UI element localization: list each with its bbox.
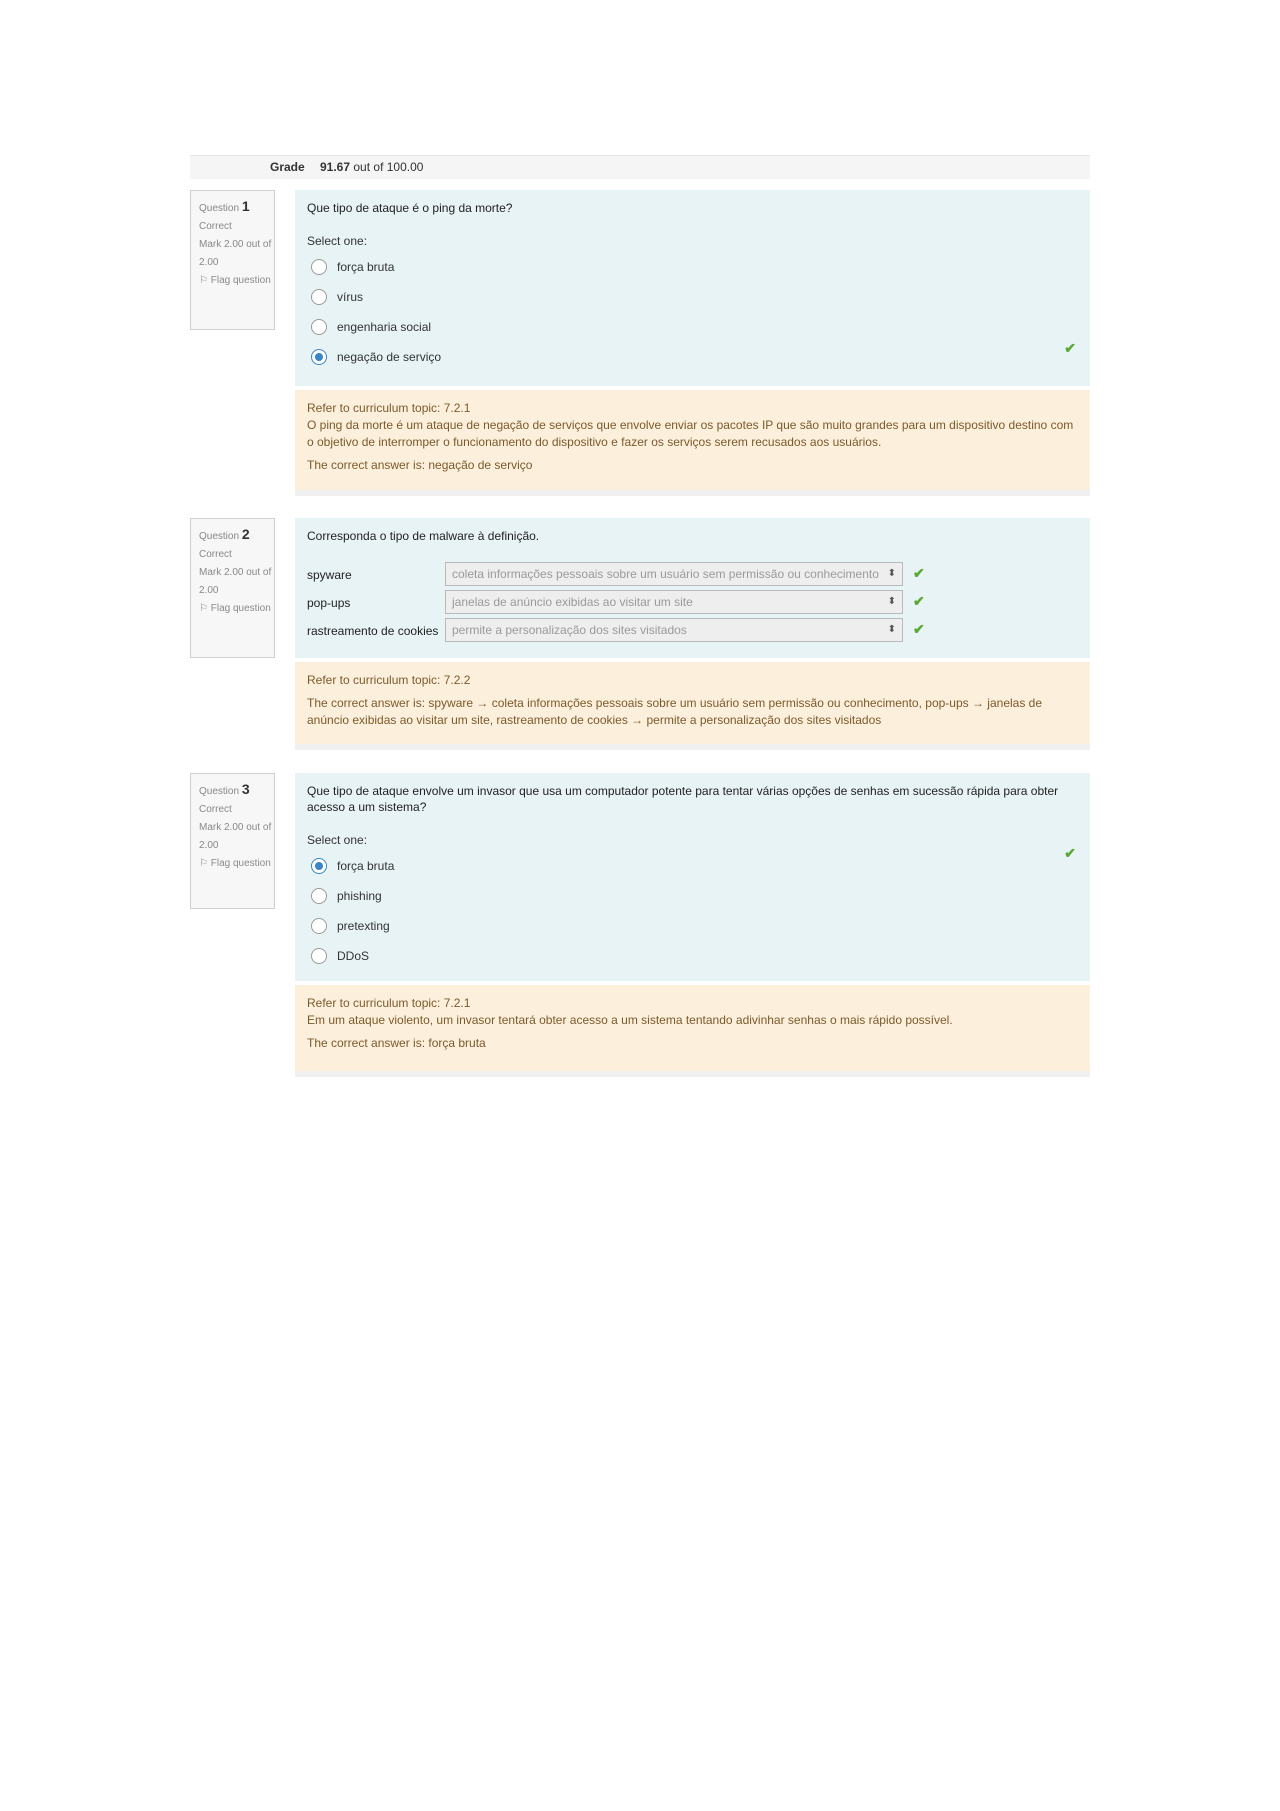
question-2-feedback — [295, 662, 1090, 750]
question-2-info: Question 2 Correct Mark 2.00 out of 2.00 ⚐ Flag question — [190, 518, 275, 658]
feedback-topic: Refer to curriculum topic: 7.2.1 — [307, 401, 471, 415]
radio-button[interactable] — [311, 948, 327, 964]
select-one-label: Select one: — [307, 833, 368, 847]
radio-button[interactable] — [311, 259, 327, 275]
answer-option[interactable]: phishing — [307, 881, 1078, 911]
flag-question-link[interactable]: ⚐ Flag question — [199, 603, 271, 614]
select-arrow-icon: ⬍ — [887, 624, 896, 635]
question-mark: Mark 2.00 out of 2.00 — [199, 567, 272, 596]
answer-option[interactable]: DDoS — [307, 941, 1078, 971]
feedback-topic: Refer to curriculum topic: 7.2.1 — [307, 996, 471, 1010]
flag-question-link[interactable]: ⚐ Flag question — [199, 275, 271, 286]
question-number: 1 — [241, 198, 250, 214]
question-1-info: Question 1 Correct Mark 2.00 out of 2.00 ⚐ Flag question — [190, 190, 275, 330]
feedback-correct-answer: The correct answer is: negação de serviço — [307, 458, 533, 472]
question-3-content — [295, 773, 1090, 981]
radio-button-checked[interactable] — [311, 349, 327, 365]
question-status: Correct — [199, 804, 232, 815]
question-number: 3 — [241, 781, 250, 797]
flag-icon: ⚐ — [199, 275, 208, 286]
correct-check-icon: ✔ — [1064, 845, 1076, 861]
question-text: Corresponda o tipo de malware à definição. — [307, 529, 540, 543]
answer-option-selected[interactable]: força bruta — [307, 851, 1078, 881]
answer-option[interactable]: vírus — [307, 282, 1078, 312]
answer-option[interactable]: pretexting — [307, 911, 1078, 941]
question-mark: Mark 2.00 out of 2.00 — [199, 822, 272, 851]
feedback-correct-answer: The correct answer is: spyware → coleta informações pessoais sobre um usuário sem permissão ou conhecimento, pop-ups → janelas de anúncio exibidas ao visitar um site, rastreamento de cookies → permite a personalização dos sites visitados — [307, 696, 1043, 727]
question-1-content — [295, 190, 1090, 386]
correct-check-icon: ✔ — [913, 593, 925, 609]
radio-button[interactable] — [311, 918, 327, 934]
question-text: Que tipo de ataque é o ping da morte? — [307, 201, 513, 215]
answer-option[interactable]: engenharia social — [307, 312, 1078, 342]
match-label: rastreamento de cookies — [307, 624, 439, 638]
question-status: Correct — [199, 221, 232, 232]
match-select[interactable]: coleta informações pessoais sobre um usuário sem permissão ou conhecimento ⬍ — [445, 562, 903, 586]
question-3-feedback — [295, 985, 1090, 1077]
radio-button[interactable] — [311, 289, 327, 305]
match-row — [307, 562, 1078, 590]
answer-option-selected[interactable]: negação de serviço — [307, 342, 1078, 372]
question-3-info: Question 3 Correct Mark 2.00 out of 2.00 ⚐ Flag question — [190, 773, 275, 909]
question-number: 2 — [241, 526, 250, 542]
match-label: pop-ups — [307, 596, 351, 610]
match-select[interactable]: janelas de anúncio exibidas ao visitar um site ⬍ — [445, 590, 903, 614]
grade-label: Grade — [270, 160, 305, 174]
flag-icon: ⚐ — [199, 603, 208, 614]
radio-button[interactable] — [311, 888, 327, 904]
answer-option[interactable]: força bruta — [307, 252, 1078, 282]
feedback-topic: Refer to curriculum topic: 7.2.2 — [307, 673, 471, 687]
match-label: spyware — [307, 568, 352, 582]
correct-check-icon: ✔ — [1064, 340, 1076, 356]
match-row — [307, 618, 1078, 646]
flag-question-link[interactable]: ⚐ Flag question — [199, 858, 271, 869]
match-select[interactable]: permite a personalização dos sites visitados ⬍ — [445, 618, 903, 642]
select-arrow-icon: ⬍ — [887, 568, 896, 579]
feedback-explanation: O ping da morte é um ataque de negação de serviços que envolve enviar os pacotes IP que são muito grandes para um dispositivo destino com o objetivo de interromper o funcionamento do dispositivo e fazer os serviços serem recusados aos usuários. — [307, 418, 1074, 449]
match-row — [307, 590, 1078, 618]
question-text: Que tipo de ataque envolve um invasor que usa um computador potente para tentar várias opções de senhas em sucessão rápida para obter acesso a um sistema? — [307, 784, 1059, 814]
question-mark: Mark 2.00 out of 2.00 — [199, 239, 272, 268]
feedback-explanation: Em um ataque violento, um invasor tentará obter acesso a um sistema tentando adivinhar senhas o mais rápido possível. — [307, 1013, 953, 1027]
feedback-correct-answer: The correct answer is: força bruta — [307, 1036, 486, 1050]
correct-check-icon: ✔ — [913, 565, 925, 581]
question-2-content — [295, 518, 1090, 658]
question-1-feedback — [295, 390, 1090, 496]
select-one-label: Select one: — [307, 234, 368, 248]
radio-button-checked[interactable] — [311, 858, 327, 874]
flag-icon: ⚐ — [199, 858, 208, 869]
radio-button[interactable] — [311, 319, 327, 335]
grade-summary — [190, 155, 1090, 179]
question-status: Correct — [199, 549, 232, 560]
select-arrow-icon: ⬍ — [887, 596, 896, 607]
grade-value: 91.67 out of 100.00 — [320, 160, 424, 174]
correct-check-icon: ✔ — [913, 621, 925, 637]
